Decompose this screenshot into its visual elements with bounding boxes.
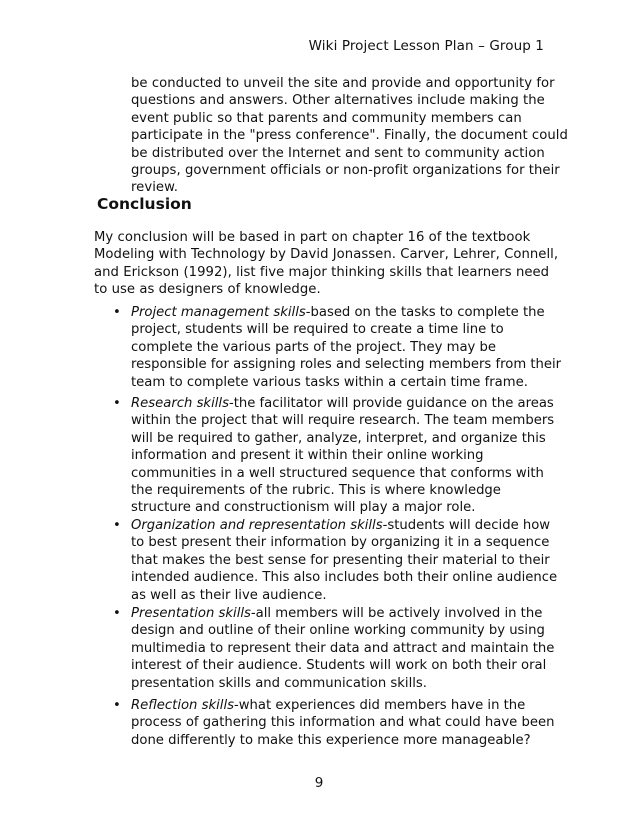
bullet-line: design and outline of their online working community by using xyxy=(131,623,545,639)
skill-term: Project management skills xyxy=(131,305,306,320)
conclusion-line: to use as designers of knowledge. xyxy=(94,282,321,298)
conclusion-heading: Conclusion xyxy=(97,195,192,213)
bullet-line: interest of their audience. Students will work on both their oral xyxy=(131,658,547,674)
bullet-line: responsible for assigning roles and selecting members from their xyxy=(131,357,562,373)
intro-line: review. xyxy=(131,180,178,196)
bullet-first-line xyxy=(131,517,557,534)
bullet-icon: • xyxy=(113,396,121,411)
conclusion-line: Modeling with Technology by David Jonassen. Carver, Lehrer, Connell, xyxy=(94,247,559,263)
conclusion-line: and Erickson (1992), list five major thinking skills that learners need xyxy=(94,264,550,280)
bullet-line: presentation skills and communication skills. xyxy=(131,675,427,691)
bullet-line: intended audience. This also includes both their online audience xyxy=(131,570,558,586)
bullet-text: -what experiences did members have in the xyxy=(233,698,526,713)
bullet-line: that makes the best sense for presenting their material to their xyxy=(131,552,550,568)
intro-line: be distributed over the Internet and sent to community action xyxy=(131,145,545,161)
bullet-line: will be required to gather, analyze, interpret, and organize this xyxy=(131,430,546,446)
bullet-line: communities in a well structured sequence that conforms with xyxy=(131,465,544,481)
bullet-line: as well as their live audience. xyxy=(131,587,327,603)
bullet-first-line xyxy=(131,395,554,412)
intro-line: be conducted to unveil the site and provide and opportunity for xyxy=(131,76,555,91)
bullet-text: -students will decide how xyxy=(382,518,551,533)
bullet-line: project, students will be required to create a time line to xyxy=(131,322,504,338)
intro-line: questions and answers. Other alternatives include making the xyxy=(131,93,545,109)
page-number: 9 xyxy=(314,775,324,791)
bullet-body xyxy=(131,304,561,391)
bullet-body xyxy=(131,605,554,692)
bullet-body xyxy=(131,517,557,604)
skill-term: Presentation skills xyxy=(131,606,251,621)
bullet-line: structure and constructionism will play a major role. xyxy=(131,500,476,516)
bullet-body xyxy=(131,395,554,517)
bullet-icon: • xyxy=(113,305,121,320)
running-header: Wiki Project Lesson Plan – Group 1 xyxy=(308,38,544,54)
bullet-icon: • xyxy=(113,698,121,713)
intro-paragraph xyxy=(131,75,568,197)
intro-line: groups, government officials or non-profit organizations for their xyxy=(131,163,560,179)
intro-line: event public so that parents and community members can xyxy=(131,110,522,126)
bullet-line: within the project that will require research. The team members xyxy=(131,413,555,429)
bullet-line: done differently to make this experience more manageable? xyxy=(131,732,531,748)
bullet-icon: • xyxy=(113,606,121,621)
bullet-body xyxy=(131,697,554,749)
conclusion-paragraph xyxy=(94,229,558,299)
bullet-line: complete the various parts of the project. They may be xyxy=(131,339,497,355)
bullet-line: team to complete various tasks within a certain time frame. xyxy=(131,374,528,390)
intro-line: participate in the "press conference". Finally, the document could xyxy=(131,128,568,144)
bullet-line: information and present it within their online working xyxy=(131,448,484,464)
bullet-first-line xyxy=(131,697,554,714)
bullet-first-line xyxy=(131,304,561,321)
bullet-text: -based on the tasks to complete the xyxy=(305,305,545,320)
bullet-text: -the facilitator will provide guidance on the areas xyxy=(228,396,554,411)
skill-term: Research skills xyxy=(131,396,229,411)
bullet-line: the requirements of the rubric. This is where knowledge xyxy=(131,483,501,499)
bullet-text: -all members will be actively involved in the xyxy=(250,606,543,621)
bullet-line: process of gathering this information and what could have been xyxy=(131,715,555,731)
bullet-icon: • xyxy=(113,518,121,533)
skill-term: Organization and representation skills xyxy=(131,518,383,533)
bullet-first-line xyxy=(131,605,554,622)
conclusion-line: My conclusion will be based in part on chapter 16 of the textbook xyxy=(94,230,531,245)
bullet-line: to best present their information by organizing it in a sequence xyxy=(131,535,550,551)
skill-term: Reflection skills xyxy=(131,698,234,713)
bullet-line: multimedia to represent their data and attract and maintain the xyxy=(131,640,555,656)
